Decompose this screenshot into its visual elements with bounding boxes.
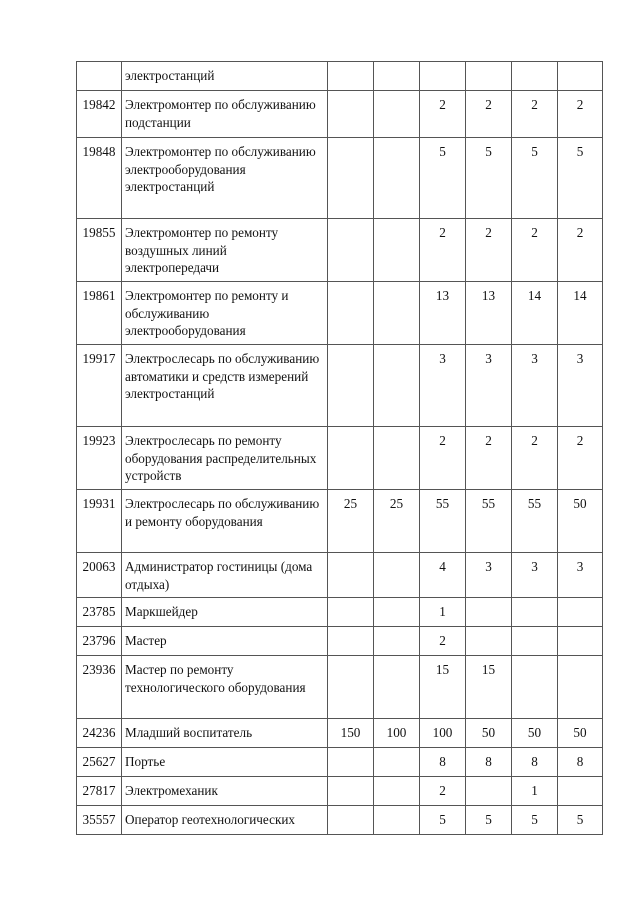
value-cell [374, 138, 420, 219]
value-cell: 15 [420, 656, 466, 719]
profession-code: 20063 [77, 553, 122, 598]
profession-name: электростанций [122, 62, 328, 91]
value-cell [512, 62, 558, 91]
value-cell [466, 62, 512, 91]
value-cell: 14 [558, 282, 603, 345]
value-cell [374, 282, 420, 345]
profession-name: Электромонтер по ремонту воздушных линий электропередачи [122, 219, 328, 282]
value-cell: 2 [558, 219, 603, 282]
value-cell [328, 598, 374, 627]
table-row [77, 777, 603, 806]
value-cell [328, 91, 374, 138]
profession-code: 23785 [77, 598, 122, 627]
value-cell [558, 62, 603, 91]
value-cell [374, 598, 420, 627]
profession-name: Электрослесарь по обслуживанию и ремонту оборудования [122, 490, 328, 553]
value-cell: 5 [420, 806, 466, 835]
table-row [77, 553, 603, 598]
value-cell: 3 [420, 345, 466, 427]
profession-table [76, 61, 603, 835]
value-cell: 3 [466, 553, 512, 598]
table-row [77, 806, 603, 835]
table-row [77, 656, 603, 719]
profession-name: Электрослесарь по ремонту оборудования распределительных устройств [122, 427, 328, 490]
value-cell: 5 [558, 806, 603, 835]
value-cell [328, 427, 374, 490]
value-cell [374, 219, 420, 282]
value-cell: 3 [512, 553, 558, 598]
table-row [77, 490, 603, 553]
value-cell: 5 [512, 138, 558, 219]
value-cell [328, 748, 374, 777]
profession-code: 19923 [77, 427, 122, 490]
value-cell: 2 [466, 91, 512, 138]
value-cell [374, 777, 420, 806]
profession-name: Оператор геотехнологических [122, 806, 328, 835]
profession-code: 27817 [77, 777, 122, 806]
table-row [77, 427, 603, 490]
profession-code [77, 62, 122, 91]
value-cell: 4 [420, 553, 466, 598]
table-row [77, 62, 603, 91]
value-cell [328, 777, 374, 806]
value-cell: 5 [466, 138, 512, 219]
value-cell: 25 [328, 490, 374, 553]
value-cell: 2 [420, 427, 466, 490]
value-cell: 3 [558, 345, 603, 427]
value-cell: 150 [328, 719, 374, 748]
value-cell: 100 [420, 719, 466, 748]
value-cell: 100 [374, 719, 420, 748]
value-cell: 8 [558, 748, 603, 777]
value-cell [512, 598, 558, 627]
value-cell: 50 [558, 490, 603, 553]
table-row [77, 138, 603, 219]
value-cell [328, 656, 374, 719]
profession-name: Электромонтер по ремонту и обслуживанию электрооборудования [122, 282, 328, 345]
profession-code: 24236 [77, 719, 122, 748]
value-cell [374, 806, 420, 835]
value-cell [374, 656, 420, 719]
value-cell: 8 [512, 748, 558, 777]
value-cell: 3 [512, 345, 558, 427]
value-cell [328, 219, 374, 282]
value-cell: 5 [466, 806, 512, 835]
value-cell: 50 [512, 719, 558, 748]
profession-code: 23936 [77, 656, 122, 719]
value-cell [374, 345, 420, 427]
value-cell: 13 [420, 282, 466, 345]
value-cell [512, 627, 558, 656]
profession-name: Мастер [122, 627, 328, 656]
value-cell: 55 [420, 490, 466, 553]
value-cell: 2 [466, 219, 512, 282]
profession-code: 19931 [77, 490, 122, 553]
table-row [77, 345, 603, 427]
table-row [77, 748, 603, 777]
value-cell: 1 [512, 777, 558, 806]
value-cell: 13 [466, 282, 512, 345]
value-cell [374, 62, 420, 91]
value-cell [328, 138, 374, 219]
table-row [77, 219, 603, 282]
value-cell [374, 427, 420, 490]
value-cell: 55 [512, 490, 558, 553]
table-row [77, 282, 603, 345]
profession-name: Младший воспитатель [122, 719, 328, 748]
profession-name: Электрослесарь по обслуживанию автоматики и средств измерений электростанций [122, 345, 328, 427]
value-cell [558, 627, 603, 656]
value-cell: 3 [558, 553, 603, 598]
value-cell [374, 553, 420, 598]
value-cell [558, 598, 603, 627]
value-cell [558, 656, 603, 719]
value-cell: 50 [466, 719, 512, 748]
value-cell: 2 [420, 219, 466, 282]
value-cell: 3 [466, 345, 512, 427]
value-cell [512, 656, 558, 719]
profession-name: Портье [122, 748, 328, 777]
value-cell: 2 [420, 627, 466, 656]
value-cell: 55 [466, 490, 512, 553]
profession-code: 19917 [77, 345, 122, 427]
value-cell: 2 [558, 427, 603, 490]
profession-name: Маркшейдер [122, 598, 328, 627]
value-cell [466, 777, 512, 806]
value-cell: 15 [466, 656, 512, 719]
value-cell: 50 [558, 719, 603, 748]
value-cell [558, 777, 603, 806]
value-cell: 2 [420, 777, 466, 806]
value-cell: 5 [558, 138, 603, 219]
value-cell: 2 [512, 427, 558, 490]
value-cell [328, 806, 374, 835]
value-cell [466, 598, 512, 627]
value-cell: 8 [466, 748, 512, 777]
profession-code: 19861 [77, 282, 122, 345]
profession-code: 19842 [77, 91, 122, 138]
value-cell: 8 [420, 748, 466, 777]
value-cell [328, 282, 374, 345]
value-cell [374, 748, 420, 777]
profession-code: 25627 [77, 748, 122, 777]
profession-code: 19848 [77, 138, 122, 219]
profession-name: Электромеханик [122, 777, 328, 806]
profession-name: Администратор гостиницы (дома отдыха) [122, 553, 328, 598]
value-cell [466, 627, 512, 656]
profession-code: 19855 [77, 219, 122, 282]
value-cell: 5 [512, 806, 558, 835]
value-cell [328, 627, 374, 656]
value-cell: 2 [512, 219, 558, 282]
value-cell: 5 [420, 138, 466, 219]
value-cell [374, 91, 420, 138]
table-row [77, 91, 603, 138]
value-cell: 2 [558, 91, 603, 138]
profession-name: Электромонтер по обслуживанию электрооборудования электростанций [122, 138, 328, 219]
value-cell [328, 553, 374, 598]
value-cell [328, 345, 374, 427]
value-cell: 14 [512, 282, 558, 345]
value-cell: 2 [420, 91, 466, 138]
value-cell [328, 62, 374, 91]
profession-code: 35557 [77, 806, 122, 835]
value-cell: 2 [466, 427, 512, 490]
table-row [77, 627, 603, 656]
value-cell: 25 [374, 490, 420, 553]
value-cell: 1 [420, 598, 466, 627]
value-cell [420, 62, 466, 91]
value-cell: 2 [512, 91, 558, 138]
table-row [77, 719, 603, 748]
profession-name: Мастер по ремонту технологического оборудования [122, 656, 328, 719]
profession-name: Электромонтер по обслуживанию подстанции [122, 91, 328, 138]
value-cell [374, 627, 420, 656]
profession-code: 23796 [77, 627, 122, 656]
table-row [77, 598, 603, 627]
